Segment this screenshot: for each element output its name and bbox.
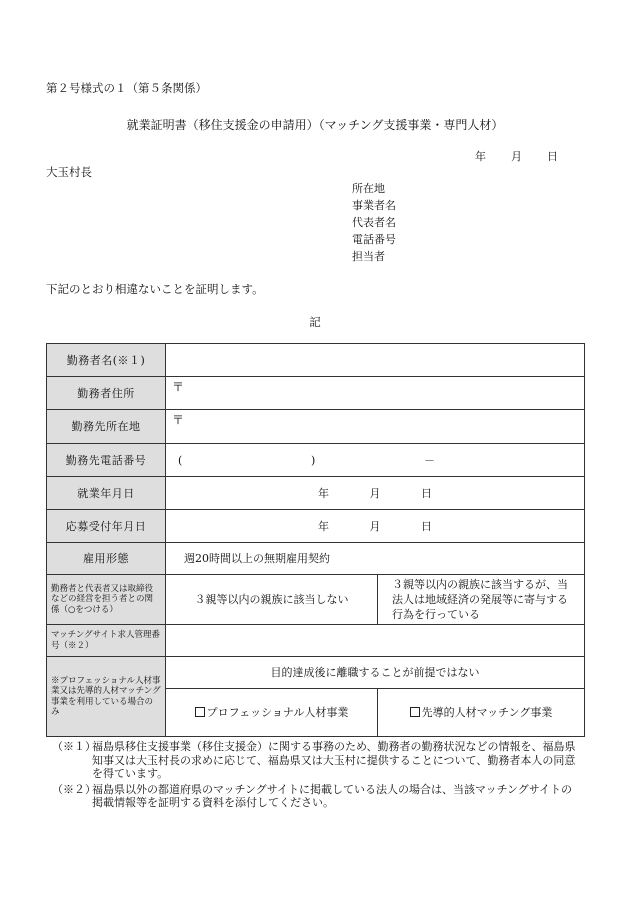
workplace-address-field[interactable] — [166, 410, 585, 444]
phone-open-paren: ( — [178, 453, 183, 467]
footnote-2 — [52, 783, 582, 810]
issuer-company-label: 事業者名 — [352, 199, 396, 212]
application-date-month: 月 — [369, 519, 381, 533]
row-pro-statement — [47, 657, 585, 689]
row-relation — [47, 575, 585, 625]
row-employment-type — [47, 543, 585, 575]
issuer-block — [352, 180, 396, 265]
phone-close-paren: ) — [311, 453, 316, 467]
employment-date-label: 就業年月日 — [47, 477, 166, 510]
footnote-1-mark: （※１） — [52, 740, 96, 753]
application-date-label: 応募受付年月日 — [47, 510, 166, 543]
footnotes — [52, 740, 582, 812]
application-date-field[interactable] — [166, 510, 585, 543]
pro-label: ※プロフェッショナル人材事業又は先導的人材マッチング事業を利用している場合のみ — [47, 657, 166, 737]
pro-option-1[interactable] — [166, 689, 378, 737]
issuer-representative-label: 代表者名 — [352, 216, 396, 229]
ki-heading: 記 — [309, 315, 321, 329]
pro-option-2-label: 先導的人材マッチング事業 — [421, 706, 553, 719]
row-workplace-phone — [47, 444, 585, 477]
relation-label: 勤務者と代表者又は取締役などの経営を担う者との関係（○をつける） — [47, 575, 166, 625]
date-year: 年 — [475, 150, 486, 163]
postal-mark: 〒 — [172, 413, 185, 427]
pro-option-2[interactable] — [378, 689, 585, 737]
footnote-1 — [52, 740, 582, 781]
issue-date — [450, 148, 558, 164]
issuer-phone-label: 電話番号 — [352, 233, 396, 246]
certification-statement: 下記のとおり相違ないことを証明します。 — [46, 282, 264, 296]
postal-mark: 〒 — [172, 379, 185, 394]
footnote-2-mark: （※２） — [52, 782, 96, 796]
checkbox-icon[interactable] — [410, 707, 420, 717]
pro-option-1-label: プロフェッショナル人材事業 — [206, 706, 349, 719]
row-workplace-address — [47, 410, 585, 444]
row-worker-address — [47, 377, 585, 410]
pro-statement: 目的達成後に離職することが前提ではない — [166, 657, 585, 689]
worker-name-field[interactable] — [166, 344, 585, 377]
relation-option-2[interactable]: ３親等以内の親族に該当するが、当法人は地域経済の発展等に寄与する行為を行っている — [378, 575, 585, 625]
footnote-2-text: 福島県以外の都道府県のマッチングサイトに掲載している法人の場合は、当該マッチングサイトの掲載情報等を証明する資料を添付してください。 — [92, 782, 573, 809]
matching-site-label: マッチングサイト求人管理番号（※２） — [47, 625, 166, 657]
issuer-address-label: 所在地 — [352, 182, 385, 195]
issuer-contact-label: 担当者 — [352, 250, 385, 263]
row-worker-name — [47, 344, 585, 377]
worker-address-label: 勤務者住所 — [47, 377, 166, 410]
employment-type-value: 週20時間以上の無期雇用契約 — [166, 543, 585, 575]
employment-form-table — [46, 343, 585, 737]
addressee: 大玉村長 — [46, 165, 92, 179]
employment-date-year: 年 — [318, 486, 329, 500]
checkbox-icon[interactable] — [195, 707, 205, 717]
document-title: 就業証明書（移住支援金の申請用）（マッチング支援事業・専門人材） — [126, 118, 504, 132]
workplace-address-label: 勤務先所在地 — [47, 410, 166, 444]
phone-dash: － — [424, 453, 435, 467]
employment-date-month: 月 — [369, 486, 381, 500]
footnote-1-text: 福島県移住支援事業（移住支援金）に関する事務のため、勤務者の勤務状況などの情報を、福島県知事又は大玉村長の求めに応じて、福島県又は大玉村に提供することについて、勤務者本人の同意を得ています。 — [92, 740, 576, 780]
date-month: 月 — [511, 150, 522, 163]
workplace-phone-field[interactable] — [166, 444, 585, 477]
application-date-day: 日 — [421, 519, 432, 533]
form-number: 第２号様式の１（第５条関係） — [46, 81, 207, 95]
employment-date-day: 日 — [421, 486, 432, 500]
row-matching-site — [47, 625, 585, 657]
worker-name-label: 勤務者名(※１) — [47, 344, 166, 377]
row-application-date — [47, 510, 585, 543]
application-date-year: 年 — [318, 519, 329, 533]
row-employment-date — [47, 477, 585, 510]
date-day: 日 — [547, 150, 558, 163]
relation-option-1[interactable]: ３親等以内の親族に該当しない — [166, 575, 378, 625]
employment-type-label: 雇用形態 — [47, 543, 166, 575]
employment-date-field[interactable] — [166, 477, 585, 510]
matching-site-field[interactable] — [166, 625, 585, 657]
worker-address-field[interactable] — [166, 377, 585, 410]
workplace-phone-label: 勤務先電話番号 — [47, 444, 166, 477]
